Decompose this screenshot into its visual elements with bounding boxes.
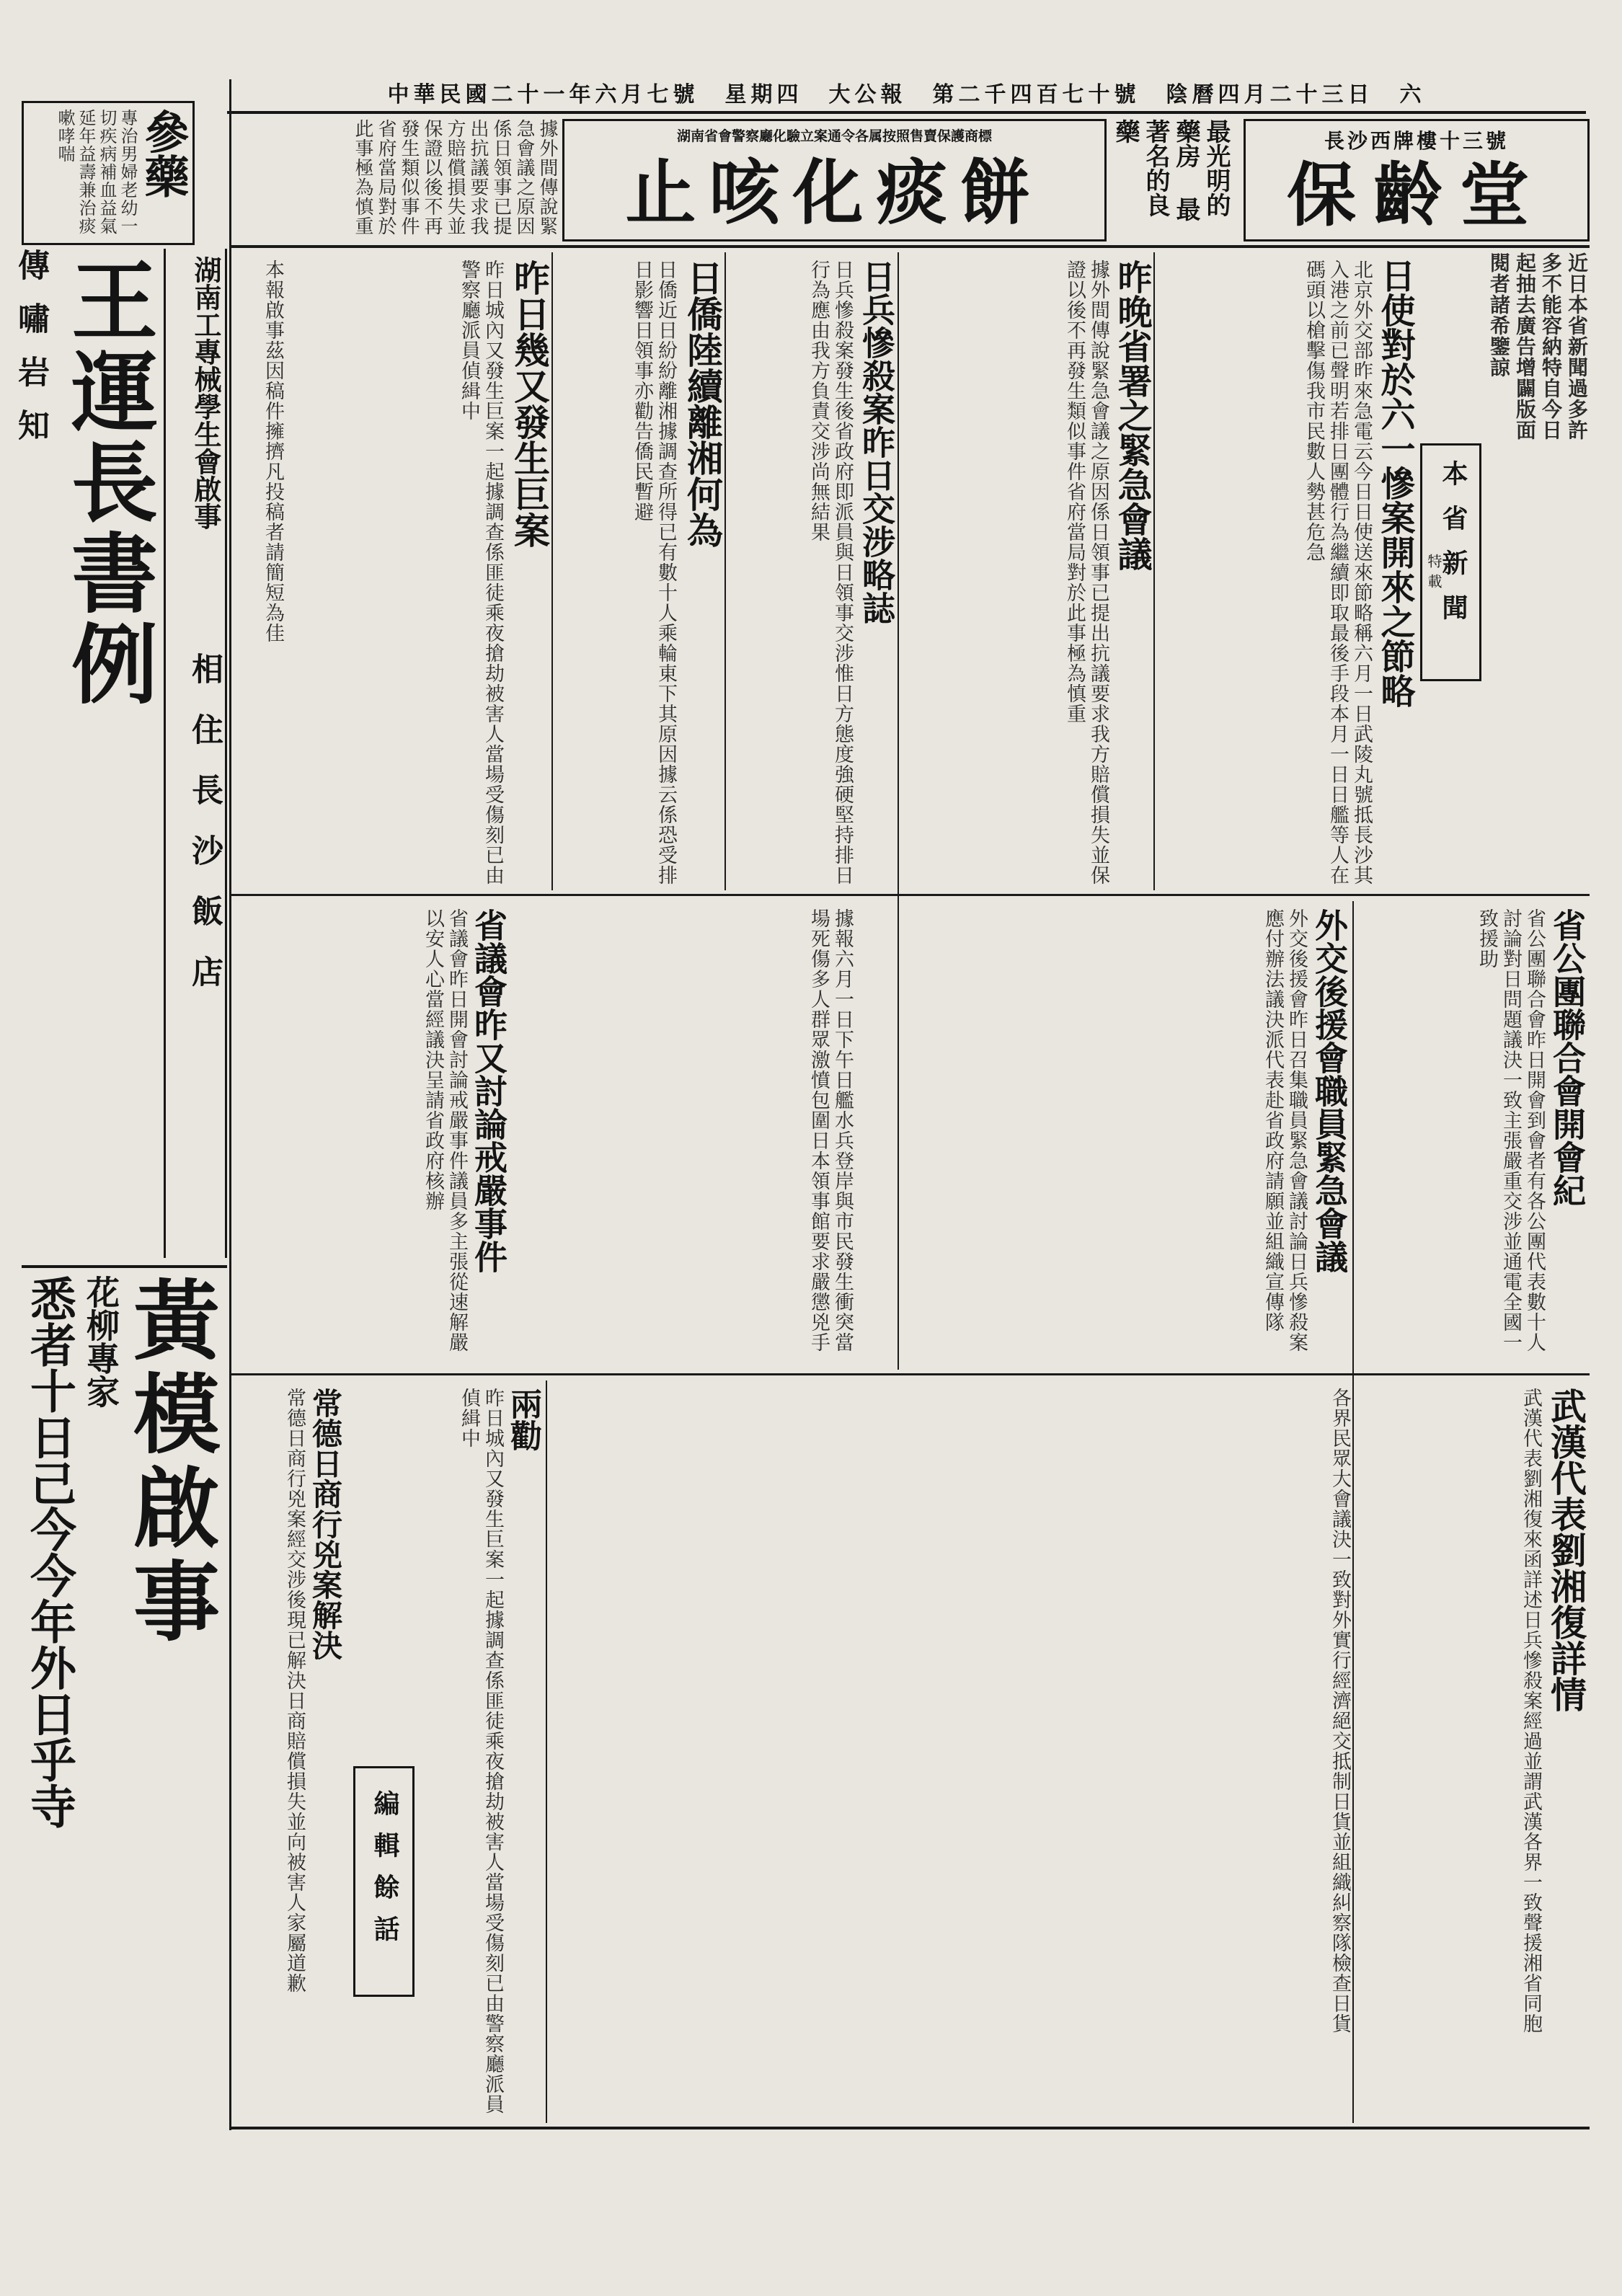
ad-main-sub: 長沙西牌樓十三號 [1324, 129, 1509, 153]
ad-small-text: 據外間傳說緊急會議之原因係日領事已提出抗議要求我方賠償損失並保證以後不再發生類似事件省府當局對於此事極為慎重 [352, 119, 558, 236]
headline-4: 日僑陸續離湘何為 [681, 260, 724, 548]
rule-bottom [231, 2127, 1590, 2129]
article-9-text: 昨日城內又發生巨案一起據調查係匪徒乘夜搶劫被害人當場受傷刻已由警察廳派員偵緝中 [458, 1388, 504, 2114]
left-ad-top [22, 101, 195, 245]
left-bottom-big: 悉者十日己今今年外日乎寺 [22, 1275, 76, 1829]
left-bottom-head: 黃模啟事 [119, 1275, 221, 1650]
article-8-text-left: 省議會昨日開會討論戒嚴事件議員多主張從速解嚴以安人心當經議決呈請省政府核辦 [422, 908, 468, 1352]
inset-box [1420, 443, 1481, 681]
article-9 [433, 1380, 544, 2123]
left-sub1: 傳嘯岩知 [12, 249, 49, 462]
article-6 [1355, 901, 1590, 1370]
left-column [12, 249, 166, 1258]
headline-3: 日兵慘殺案昨日交涉略誌 [857, 260, 896, 624]
article-5b-text: 本報啟事茲因稿件擁擠凡投稿者請簡短為佳 [262, 260, 284, 643]
col-rule-3 [724, 252, 726, 890]
article-11 [1355, 1380, 1590, 2123]
article-7 [901, 901, 1352, 1370]
article-5-text: 昨日城內又發生巨案一起據調查係匪徒乘夜搶劫被害人當場受傷刻已由警察廳派員偵緝中 [458, 260, 504, 885]
headline-5: 昨日幾又發生巨案 [508, 260, 551, 548]
left-notice [169, 249, 227, 1258]
left-notice-head: 湖南工專械學生會啟事 [190, 256, 222, 530]
rule-top-1 [231, 245, 1590, 248]
col-rule-1 [1153, 252, 1155, 890]
article-10 [231, 1380, 346, 2123]
article-5b [231, 252, 285, 890]
headline-8: 省議會昨又討論戒嚴事件 [469, 908, 508, 1273]
headline-11: 武漢代表劉湘復詳情 [1545, 1388, 1587, 1712]
inset-label: 本省新聞 [1438, 460, 1468, 639]
article-4 [555, 252, 724, 890]
article-1 [1157, 252, 1417, 890]
left-sub2: 相住長沙飯店 [186, 652, 223, 1016]
col-rule-4 [551, 252, 553, 890]
article-7-text: 外交後援會昨日召集職員緊急會議討論日兵慘殺案應付辦法議決派代表赴省政府請願並組織宣傳隊 [1262, 908, 1308, 1352]
left-title: 王運長書例 [57, 256, 159, 710]
headline-1: 日使對於六一慘案開來之節略 [1375, 258, 1415, 708]
notice-right-top [1487, 252, 1590, 454]
ad-main-desc-box [1110, 119, 1240, 241]
left-ad-title: 參藥 [137, 109, 190, 198]
ad-product-title: 止咳化痰餅 [625, 151, 1044, 234]
article-3-text: 日兵慘殺案發生後省政府即派員與日領事交涉惟日方態度強硬堅持排日行為應由我方負責交涉尚無結果 [807, 260, 854, 885]
article-4-text: 日僑近日紛紛離湘據調查所得已有數十人乘輪東下其原因據云係恐受排日影響日領事亦勸告僑民暫避 [631, 260, 677, 885]
headline-10: 常德日商行兇案解決 [308, 1388, 343, 1660]
article-8-text-right: 據報六月一日下午日艦水兵登岸與市民發生衝突當場死傷多人群眾激憤包圍日本領事館要求嚴懲兇手 [807, 908, 854, 1352]
headline-6: 省公團聯合會開會紀 [1548, 908, 1587, 1207]
col-rule-2 [898, 252, 899, 1370]
left-ad-text: 專治男婦老幼一切疾病補血益氣延年益壽兼治痰嗽哮喘 [55, 109, 138, 235]
article-lower-mid-text: 各界民眾大會議決一致對外實行經濟絕交抵制日貨並組織糾察隊檢查日貨 [1329, 1388, 1351, 2034]
masthead-banner-text: 中華民國二十一年六月七號 星期四 大公報 第二千四百七十號 陰曆四月二十三日 六 [387, 82, 1426, 107]
col-rule-6 [546, 1380, 547, 2123]
ad-product [562, 119, 1107, 241]
article-5 [288, 252, 551, 890]
headline-9: 兩勸 [505, 1388, 541, 1451]
rule-mid-1 [231, 894, 1590, 896]
rule-mid-2 [231, 1373, 1590, 1375]
editor-label: 編輯餘話 [370, 1790, 400, 1957]
left-bottom-ad [22, 1265, 227, 2116]
left-bottom-sub: 花柳專家 [81, 1275, 120, 1408]
col-rule-5 [1352, 901, 1354, 2123]
ad-small-block [231, 119, 559, 241]
article-2-text: 據外間傳說緊急會議之原因係日領事已提出抗議要求我方賠償損失並保證以後不再發生類似事件省府當局對於此事極為慎重 [1063, 260, 1109, 885]
ad-baolingtang [1244, 119, 1590, 241]
inset-note: 特載 [1425, 554, 1442, 594]
article-8 [231, 901, 898, 1370]
headline-2: 昨晚省署之緊急會議 [1112, 260, 1152, 571]
col-rule-7 [229, 79, 231, 2130]
article-11-text: 武漢代表劉湘復來函詳述日兵慘殺案經過並謂武漢各界一致聲援湘省同胞 [1520, 1388, 1542, 2034]
ad-main-title: 保齡堂 [1287, 154, 1546, 236]
article-3 [728, 252, 898, 890]
editor-box [353, 1766, 415, 1997]
ad-main-desc: 最光明的藥房 最著名的良藥 [1111, 119, 1231, 221]
ad-product-desc: 湖南省會警察廳化驗立案通令各属按照售賣保護商標 [676, 128, 992, 144]
article-10-text: 常德日商行兇案經交涉後現已解決日商賠償損失並向被害人家屬道歉 [283, 1388, 306, 1993]
article-1-text: 北京外交部昨來急電云今日日使送來節略稱六月一日武陵丸號抵長沙其入港之前已聲明若排日團體行為繼續即取最後手段本月一日日艦等人在碼頭以槍擊傷我市民數人勢甚危急 [1303, 260, 1373, 885]
masthead-banner [227, 79, 1586, 114]
notice-right-text: 近日本省新聞過多許多不能容納特自今日起抽去廣告增闢版面閱者諸希鑒諒 [1487, 252, 1589, 440]
headline-7: 外交後援會職員緊急會議 [1310, 908, 1349, 1273]
article-lower-mid [548, 1380, 1352, 2123]
article-6-text: 省公團聯合會昨日開會到會者有各公團代表數十人討論對日問題議決一致主張嚴重交涉並通電全國一致援助 [1476, 908, 1546, 1352]
article-2 [901, 252, 1153, 890]
